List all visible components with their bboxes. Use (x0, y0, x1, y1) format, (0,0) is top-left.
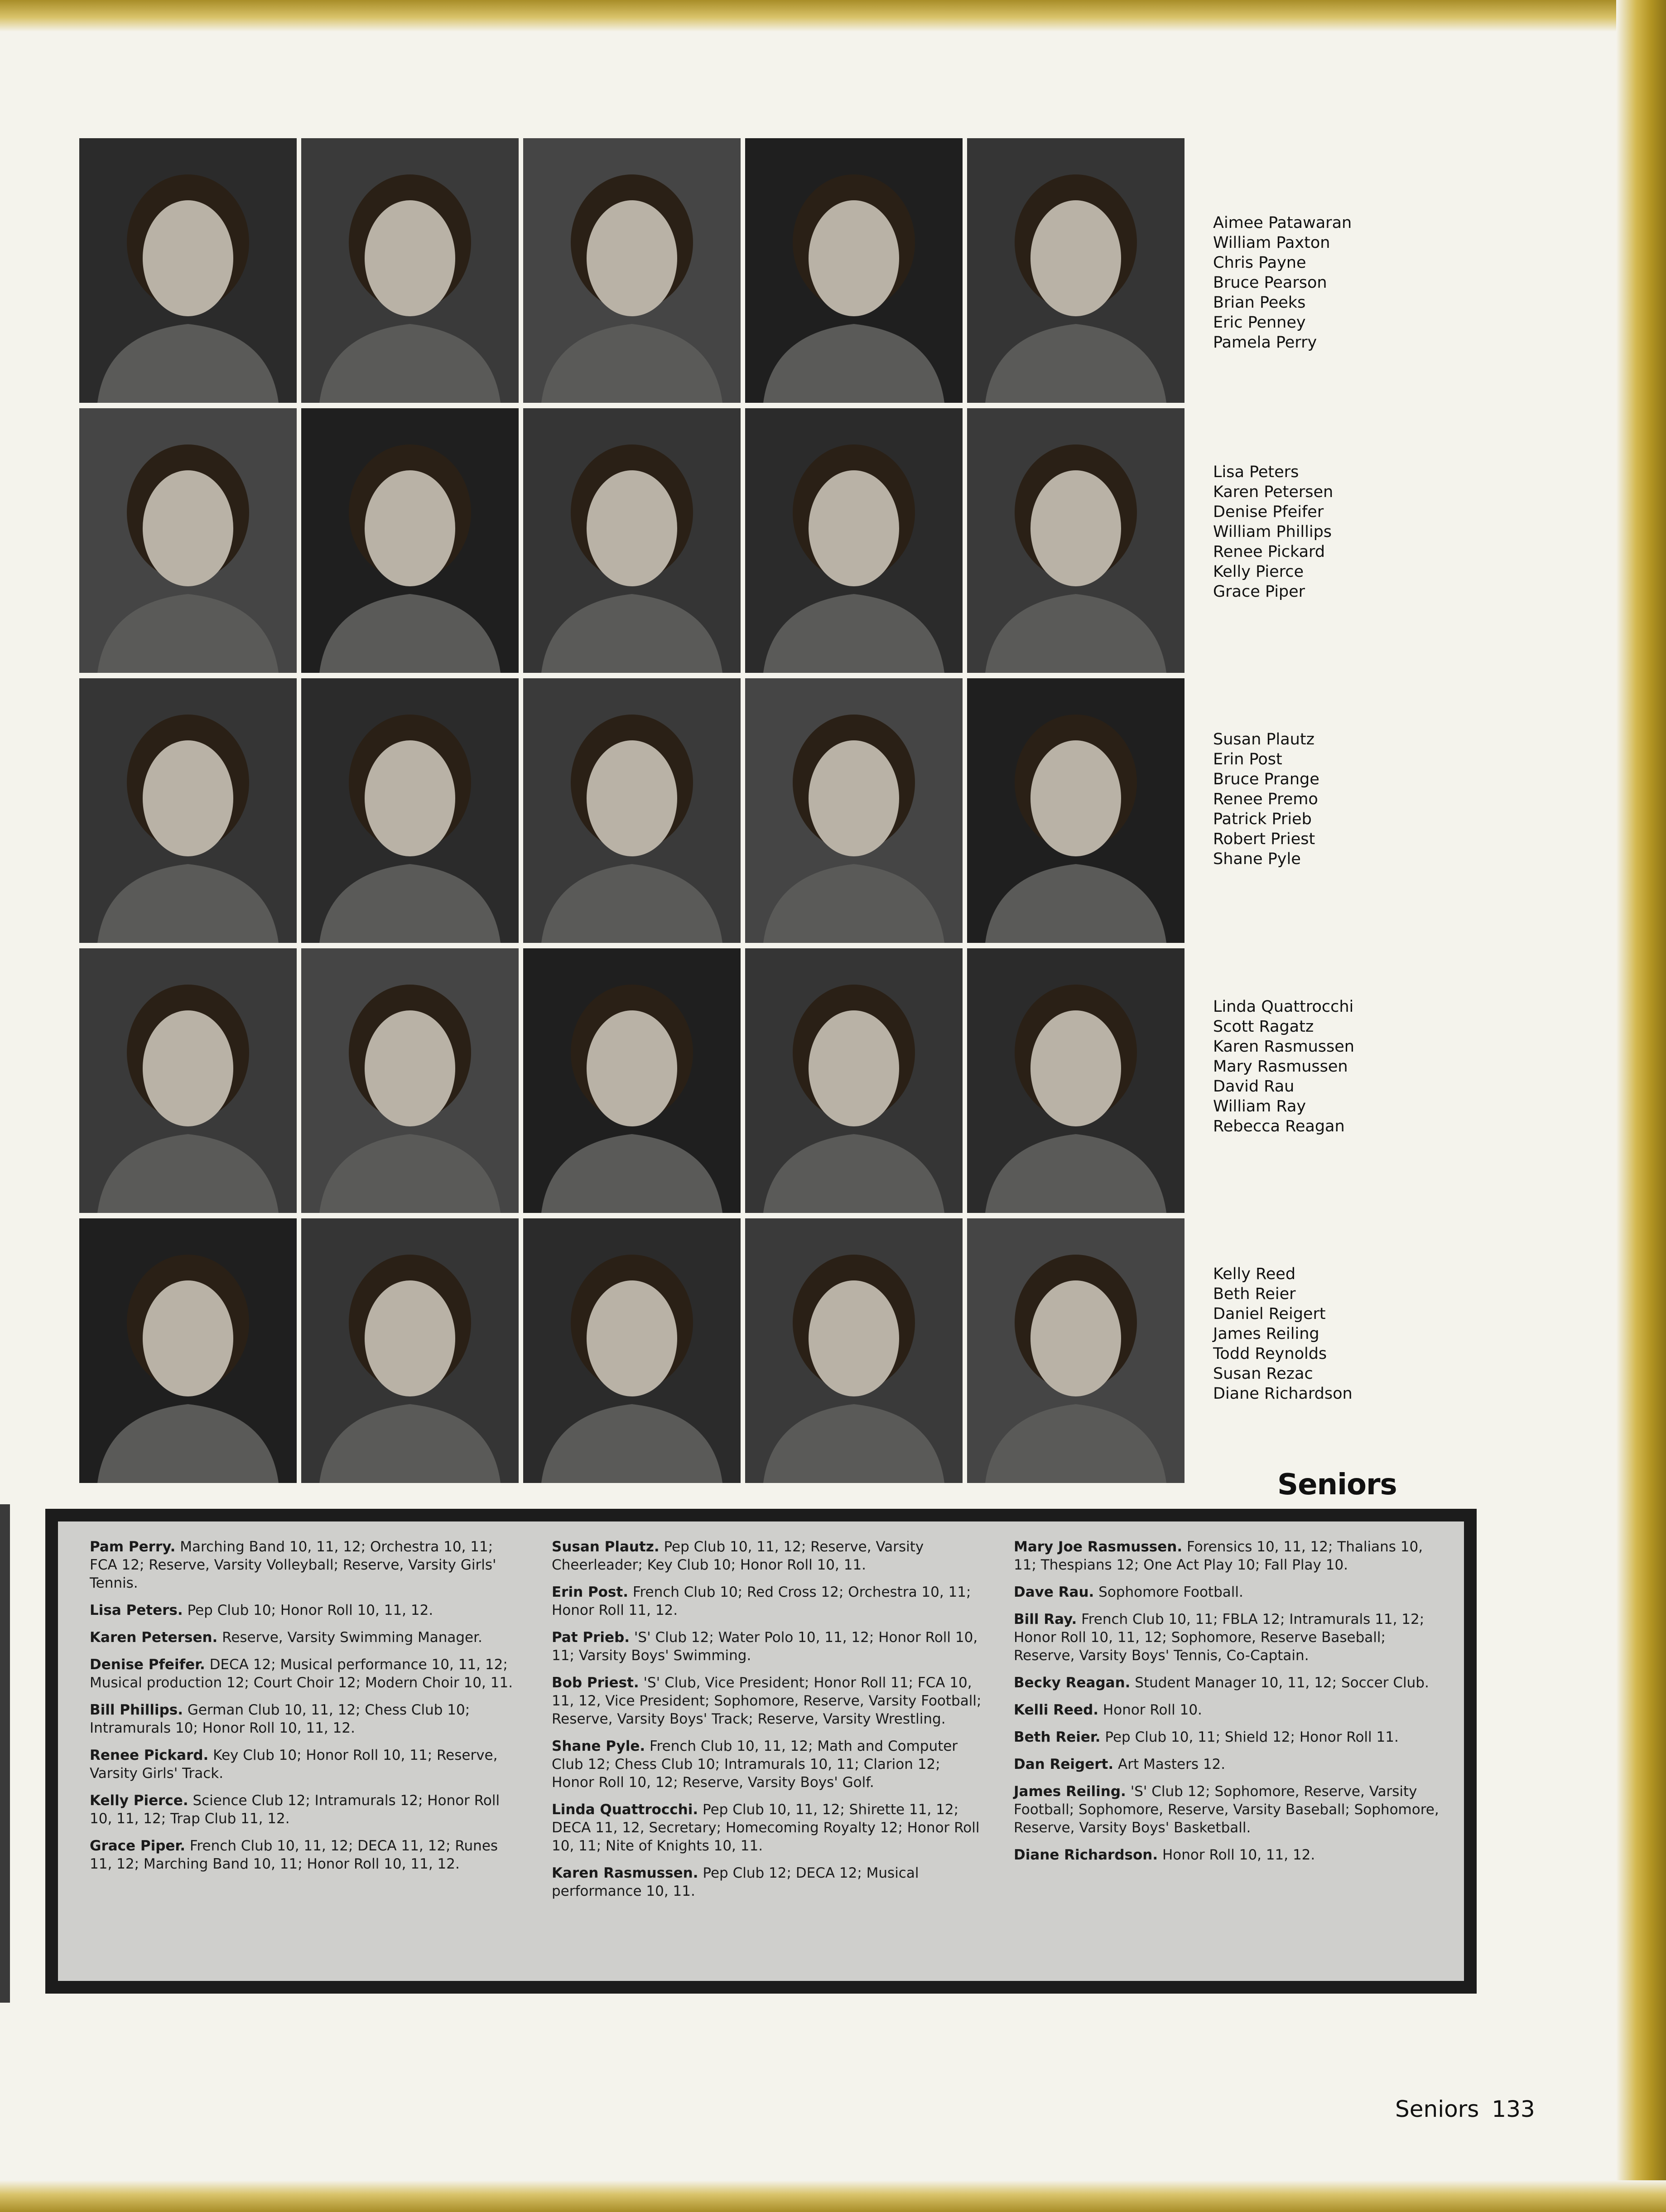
activity-list: Key Club 10; Honor Roll 10, 11; Reserve, Varsity Girls' Track. (90, 1747, 498, 1782)
name-entry: Erin Post (1213, 750, 1282, 768)
page-binding-edge (1616, 0, 1666, 2212)
activity-entry (1014, 1583, 1449, 1601)
student-name: Bill Ray. (1014, 1611, 1077, 1628)
name-entry: Bruce Pearson (1213, 274, 1327, 292)
student-name: Lisa Peters. (90, 1602, 183, 1618)
activity-entry (552, 1583, 987, 1619)
activities-box (45, 1509, 1477, 1994)
name-entry: Lisa Peters (1213, 463, 1299, 481)
activity-entry (90, 1628, 525, 1647)
activities-panel (58, 1521, 1464, 1981)
name-entry: Karen Petersen (1213, 483, 1334, 501)
activity-list: French Club 10, 11, 12; Math and Computer Club 12; Chess Club 10; Intramurals 10, 11; Clarion 12; Honor Roll 10, 12; Reserve, Varsity Boys' Golf. (552, 1738, 958, 1791)
name-entry: Mary Rasmussen (1213, 1058, 1348, 1076)
activity-entry (90, 1656, 525, 1692)
student-name: Grace Piper. (90, 1838, 186, 1854)
student-name: Dave Rau. (1014, 1584, 1094, 1600)
activities-column-2 (552, 1538, 987, 1909)
name-entry: Beth Reier (1213, 1285, 1296, 1303)
page-left-edge (0, 1504, 10, 2003)
activity-list: French Club 10, 11, 12; DECA 11, 12; Runes 11, 12; Marching Band 10, 11; Honor Roll 10, 11, 12. (90, 1838, 498, 1872)
student-name: Kelly Pierce. (90, 1792, 188, 1809)
student-name: Mary Joe Rasmussen. (1014, 1539, 1183, 1555)
name-entry: James Reiling (1213, 1325, 1319, 1343)
student-portrait (967, 678, 1184, 943)
activity-list: Art Masters 12. (1113, 1756, 1226, 1772)
page-top-edge (0, 0, 1666, 32)
activities-column-1 (90, 1538, 525, 1882)
student-portrait (301, 948, 519, 1213)
activity-list: Pep Club 12; DECA 12; Musical performance 10, 11. (552, 1865, 919, 1899)
name-entry: Eric Penney (1213, 314, 1306, 332)
name-entry: Bruce Prange (1213, 770, 1319, 788)
activity-list: Pep Club 10, 11, 12; Shirette 11, 12; DECA 11, 12, Secretary; Homecoming Royalty 12; Honor Roll 10, 11; Nite of Knights 10, 11. (552, 1801, 980, 1854)
name-entry: Denise Pfeifer (1213, 503, 1324, 521)
name-entry: Susan Rezac (1213, 1365, 1313, 1383)
name-list-row-1 (1213, 213, 1352, 353)
student-portrait (523, 948, 741, 1213)
student-portrait (967, 408, 1184, 673)
student-name: Pam Perry. (90, 1539, 176, 1555)
name-entry: William Phillips (1213, 523, 1332, 541)
activity-entry (1014, 1610, 1449, 1665)
student-name: Bob Priest. (552, 1675, 639, 1691)
name-entry: Grace Piper (1213, 583, 1305, 601)
activity-entry (552, 1801, 987, 1855)
student-portrait (79, 948, 297, 1213)
name-entry: Kelly Reed (1213, 1265, 1296, 1283)
name-entry: Aimee Patawaran (1213, 214, 1352, 232)
student-portrait (79, 1218, 297, 1483)
student-portrait (523, 678, 741, 943)
student-name: Becky Reagan. (1014, 1675, 1131, 1691)
student-name: Beth Reier. (1014, 1729, 1101, 1745)
page-bottom-edge (0, 2180, 1666, 2212)
activity-entry (90, 1538, 525, 1592)
student-name: Pat Prieb. (552, 1629, 630, 1646)
name-entry: Renee Pickard (1213, 543, 1325, 561)
name-entry: Linda Quattrocchi (1213, 998, 1354, 1016)
activity-entry (90, 1746, 525, 1782)
student-portrait (79, 408, 297, 673)
activity-entry (552, 1628, 987, 1665)
activity-list: Marching Band 10, 11, 12; Orchestra 10, 11; FCA 12; Reserve, Varsity Volleyball; Reserve, Varsity Girls' Tennis. (90, 1539, 496, 1591)
student-portrait (523, 138, 741, 403)
name-list-row-4 (1213, 997, 1354, 1136)
activity-list: Pep Club 10, 11; Shield 12; Honor Roll 11. (1100, 1729, 1399, 1745)
student-name: James Reiling. (1014, 1783, 1126, 1800)
activity-list: 'S' Club, Vice President; Honor Roll 11; FCA 10, 11, 12, Vice President; Sophomore, Reserve, Varsity Football; Reserve, Varsity Boys' Track; Reserve, Varsity Wrestling. (552, 1675, 982, 1727)
activity-list: French Club 10; Red Cross 12; Orchestra 10, 11; Honor Roll 11, 12. (552, 1584, 971, 1618)
student-name: Erin Post. (552, 1584, 629, 1600)
activity-entry (1014, 1538, 1449, 1574)
student-portrait (745, 1218, 963, 1483)
student-portrait (967, 138, 1184, 403)
student-name: Linda Quattrocchi. (552, 1801, 698, 1818)
student-portrait (745, 678, 963, 943)
activity-list: French Club 10, 11; FBLA 12; Intramurals 11, 12; Honor Roll 10, 11, 12; Sophomore, Reserve Baseball; Reserve, Varsity Boys' Tennis, Co-Captain. (1014, 1611, 1425, 1664)
activity-list: 'S' Club 12; Water Polo 10, 11, 12; Honor Roll 10, 11; Varsity Boys' Swimming. (552, 1629, 978, 1664)
student-name: Susan Plautz. (552, 1539, 660, 1555)
name-entry: Karen Rasmussen (1213, 1038, 1354, 1056)
portrait-grid (79, 138, 1184, 1488)
name-entry: Pamela Perry (1213, 333, 1317, 352)
name-entry: Kelly Pierce (1213, 563, 1304, 581)
activity-entry (90, 1837, 525, 1873)
name-entry: Robert Priest (1213, 830, 1315, 848)
activity-list: German Club 10, 11, 12; Chess Club 10; Intramurals 10; Honor Roll 10, 11, 12. (90, 1702, 470, 1736)
student-portrait (967, 1218, 1184, 1483)
name-entry: Rebecca Reagan (1213, 1117, 1345, 1135)
page-footer (1395, 2096, 1548, 2122)
student-portrait (745, 948, 963, 1213)
activity-list: Pep Club 10, 11, 12; Reserve, Varsity Cheerleader; Key Club 10; Honor Roll 10, 11. (552, 1539, 924, 1573)
student-portrait (523, 1218, 741, 1483)
student-portrait (301, 678, 519, 943)
activity-list: 'S' Club 12; Sophomore, Reserve, Varsity Football; Sophomore, Reserve, Varsity Baseball; Sophomore, Reserve, Varsity Boys' Basketball. (1014, 1783, 1439, 1836)
activity-entry (1014, 1701, 1449, 1719)
student-name: Kelli Reed. (1014, 1702, 1099, 1718)
activity-list: Honor Roll 10. (1098, 1702, 1202, 1718)
student-name: Denise Pfeifer. (90, 1657, 205, 1673)
student-portrait (523, 408, 741, 673)
footer-section-label: Seniors (1395, 2096, 1479, 2122)
student-name: Bill Phillips. (90, 1702, 183, 1718)
activity-list: Forensics 10, 11, 12; Thalians 10, 11; Thespians 12; One Act Play 10; Fall Play 10. (1014, 1539, 1423, 1573)
name-entry: William Ray (1213, 1097, 1306, 1116)
student-portrait (79, 138, 297, 403)
student-name: Karen Petersen. (90, 1629, 218, 1646)
name-entry: Patrick Prieb (1213, 810, 1312, 828)
name-entry: Susan Plautz (1213, 730, 1315, 749)
activity-entry (1014, 1782, 1449, 1837)
name-list-row-3 (1213, 729, 1319, 869)
activity-entry (1014, 1728, 1449, 1746)
student-name: Diane Richardson. (1014, 1847, 1158, 1863)
activity-entry (90, 1601, 525, 1619)
activity-list: Science Club 12; Intramurals 12; Honor Roll 10, 11, 12; Trap Club 11, 12. (90, 1792, 500, 1827)
student-name: Dan Reigert. (1014, 1756, 1114, 1772)
activity-entry (552, 1674, 987, 1728)
student-portrait (967, 948, 1184, 1213)
activity-entry (552, 1737, 987, 1792)
student-name: Karen Rasmussen. (552, 1865, 698, 1881)
activity-list: Honor Roll 10, 11, 12. (1158, 1847, 1315, 1863)
student-portrait (301, 1218, 519, 1483)
activity-list: Reserve, Varsity Swimming Manager. (217, 1629, 482, 1646)
section-title: Seniors (1277, 1468, 1397, 1502)
name-entry: Renee Premo (1213, 790, 1318, 808)
student-name: Renee Pickard. (90, 1747, 209, 1763)
student-portrait (79, 678, 297, 943)
name-entry: William Paxton (1213, 234, 1330, 252)
student-portrait (745, 408, 963, 673)
name-entry: Shane Pyle (1213, 850, 1301, 868)
page-number: 133 (1492, 2096, 1535, 2122)
name-entry: Brian Peeks (1213, 294, 1306, 312)
activity-list: Pep Club 10; Honor Roll 10, 11, 12. (183, 1602, 433, 1618)
name-entry: David Rau (1213, 1077, 1295, 1096)
name-entry: Todd Reynolds (1213, 1345, 1327, 1363)
activity-entry (90, 1792, 525, 1828)
name-entry: Daniel Reigert (1213, 1305, 1326, 1323)
name-list-row-5 (1213, 1264, 1353, 1404)
name-entry: Diane Richardson (1213, 1385, 1353, 1403)
activity-entry (552, 1538, 987, 1574)
student-portrait (745, 138, 963, 403)
activities-column-3 (1014, 1538, 1449, 1873)
activity-list: Sophomore Football. (1094, 1584, 1243, 1600)
student-name: Shane Pyle. (552, 1738, 645, 1754)
name-entry: Scott Ragatz (1213, 1018, 1314, 1036)
name-list-row-2 (1213, 462, 1333, 602)
name-entry: Chris Payne (1213, 254, 1306, 272)
student-portrait (301, 138, 519, 403)
activity-entry (1014, 1674, 1449, 1692)
activity-entry (1014, 1846, 1449, 1864)
activity-entry (552, 1864, 987, 1900)
activity-entry (1014, 1755, 1449, 1773)
activity-entry (90, 1701, 525, 1737)
activity-list: Student Manager 10, 11, 12; Soccer Club. (1130, 1675, 1429, 1691)
student-portrait (301, 408, 519, 673)
activity-list: DECA 12; Musical performance 10, 11, 12; Musical production 12; Court Choir 12; Modern Choir 10, 11. (90, 1657, 513, 1691)
